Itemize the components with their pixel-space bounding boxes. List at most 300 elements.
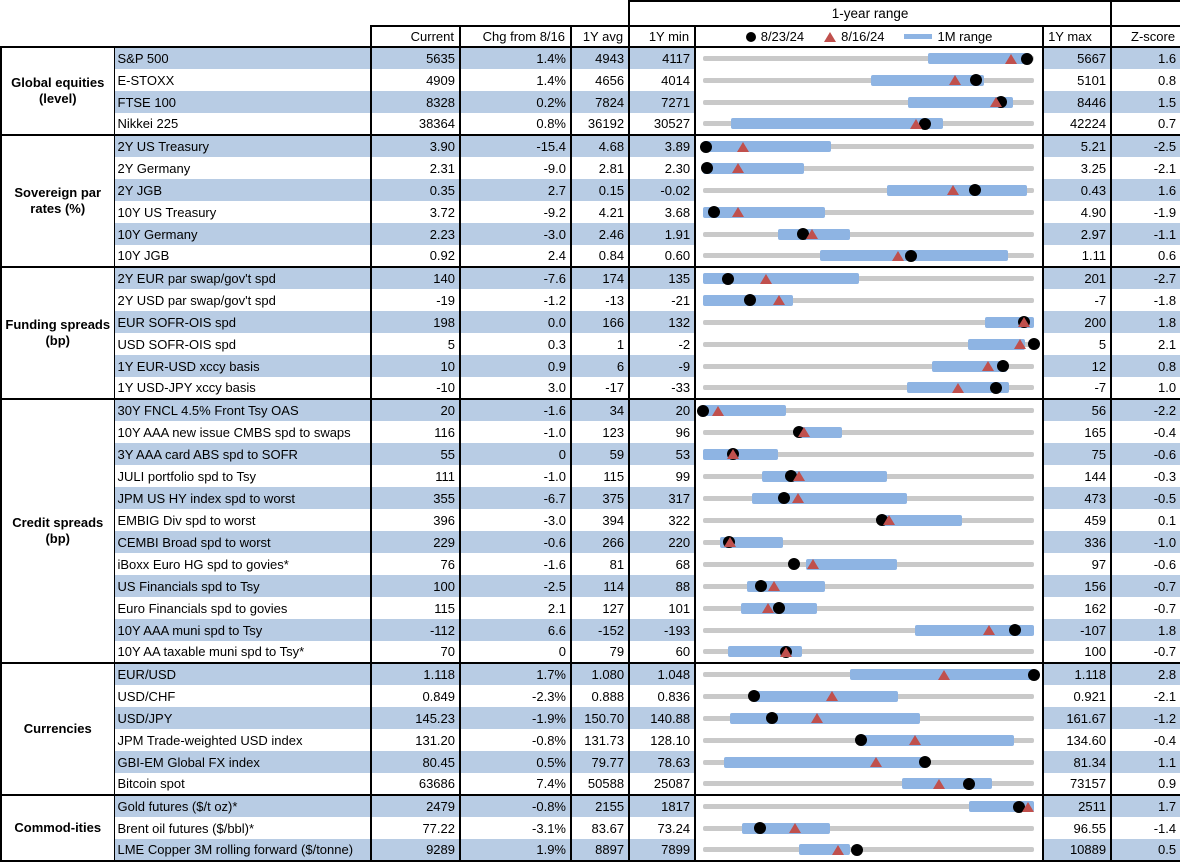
max-value: 459	[1043, 509, 1111, 531]
row-label: USD SOFR-OIS spd	[114, 333, 371, 355]
min-value: -9	[629, 355, 695, 377]
range-chart	[695, 751, 1043, 773]
prev-date-triangle-icon	[1018, 317, 1030, 327]
avg-value: -13	[571, 289, 629, 311]
range-chart	[695, 157, 1043, 179]
current-value: 116	[371, 421, 460, 443]
range-track	[703, 232, 1034, 237]
range-track	[703, 847, 1034, 852]
min-value: 0.836	[629, 685, 695, 707]
range-chart	[695, 663, 1043, 685]
max-value: 0.921	[1043, 685, 1111, 707]
range-chart	[695, 223, 1043, 245]
zscore-value: 0.9	[1111, 773, 1180, 795]
zscore-value: -1.0	[1111, 531, 1180, 553]
prev-date-triangle-icon	[949, 75, 961, 85]
zscore-value: 1.1	[1111, 751, 1180, 773]
chg-value: -9.2	[460, 201, 571, 223]
avg-value: 174	[571, 267, 629, 289]
range-chart	[695, 619, 1043, 641]
table-row	[1, 597, 1180, 619]
one-month-range-bar	[703, 141, 831, 152]
row-label: FTSE 100	[114, 91, 371, 113]
one-month-range-icon	[904, 34, 932, 39]
col-header-z: Z-score	[1111, 26, 1180, 47]
range-track	[703, 518, 1034, 523]
max-value: 1.118	[1043, 663, 1111, 685]
chg-value: -0.6	[460, 531, 571, 553]
range-chart	[695, 795, 1043, 817]
range-header-row	[1, 1, 1180, 26]
min-value: 1.91	[629, 223, 695, 245]
row-label: GBI-EM Global FX index	[114, 751, 371, 773]
avg-value: -17	[571, 377, 629, 399]
prev-date-triangle-icon	[806, 229, 818, 239]
prev-date-triangle-icon	[762, 603, 774, 613]
avg-value: 2.81	[571, 157, 629, 179]
range-chart	[695, 135, 1043, 157]
zscore-value: -1.4	[1111, 817, 1180, 839]
column-header-row	[1, 26, 1180, 47]
min-value: 322	[629, 509, 695, 531]
zscore-value: 1.6	[1111, 47, 1180, 69]
chg-value: 1.9%	[460, 839, 571, 861]
current-dot-icon	[1009, 624, 1021, 636]
row-label: US Financials spd to Tsy	[114, 575, 371, 597]
current-value: 100	[371, 575, 460, 597]
row-label: 2Y EUR par swap/gov't spd	[114, 267, 371, 289]
one-month-range-bar	[703, 207, 825, 218]
avg-value: 115	[571, 465, 629, 487]
legend	[695, 26, 1043, 47]
prev-date-triangle-icon	[947, 185, 959, 195]
range-chart	[695, 355, 1043, 377]
avg-value: 114	[571, 575, 629, 597]
current-dot-icon	[990, 382, 1002, 394]
max-value: 4.90	[1043, 201, 1111, 223]
col-header-max: 1Y max	[1043, 26, 1111, 47]
one-month-range-bar	[932, 361, 1008, 372]
range-chart	[695, 267, 1043, 289]
avg-value: 7824	[571, 91, 629, 113]
current-value: 0.92	[371, 245, 460, 267]
table-row	[1, 465, 1180, 487]
chg-value: 0.9	[460, 355, 571, 377]
zscore-header-spacer	[1111, 1, 1180, 26]
zscore-value: 1.5	[1111, 91, 1180, 113]
row-label: 2Y JGB	[114, 179, 371, 201]
chg-value: 2.1	[460, 597, 571, 619]
range-track	[703, 78, 1034, 83]
row-label: JPM US HY index spd to worst	[114, 487, 371, 509]
legend-row	[696, 29, 1042, 44]
row-label: USD/CHF	[114, 685, 371, 707]
current-value: 396	[371, 509, 460, 531]
max-value: 1.11	[1043, 245, 1111, 267]
zscore-value: -0.4	[1111, 421, 1180, 443]
chg-value: -2.5	[460, 575, 571, 597]
range-chart	[695, 377, 1043, 399]
table-row	[1, 201, 1180, 223]
max-value: 162	[1043, 597, 1111, 619]
prev-date-triangle-icon	[793, 471, 805, 481]
table-row	[1, 751, 1180, 773]
zscore-value: -2.1	[1111, 685, 1180, 707]
zscore-value: -2.5	[1111, 135, 1180, 157]
row-label: Euro Financials spd to govies	[114, 597, 371, 619]
zscore-value: -2.1	[1111, 157, 1180, 179]
current-value: 63686	[371, 773, 460, 795]
range-chart	[695, 113, 1043, 135]
chg-value: -1.6	[460, 399, 571, 421]
range-title: 1-year range	[629, 1, 1111, 26]
avg-value: 0.84	[571, 245, 629, 267]
range-chart	[695, 553, 1043, 575]
zscore-value: -0.6	[1111, 443, 1180, 465]
chg-value: 3.0	[460, 377, 571, 399]
avg-value: 79.77	[571, 751, 629, 773]
table-row	[1, 421, 1180, 443]
row-label: 10Y US Treasury	[114, 201, 371, 223]
prev-date-triangle-icon	[789, 823, 801, 833]
chg-value: -0.8%	[460, 729, 571, 751]
max-value: 96.55	[1043, 817, 1111, 839]
zscore-value: 0.6	[1111, 245, 1180, 267]
current-value: 145.23	[371, 707, 460, 729]
avg-value: 79	[571, 641, 629, 663]
current-dot-icon	[697, 405, 709, 417]
min-value: 2.30	[629, 157, 695, 179]
min-value: 78.63	[629, 751, 695, 773]
zscore-value: 0.8	[1111, 355, 1180, 377]
min-value: 132	[629, 311, 695, 333]
prev-date-triangle-icon	[883, 515, 895, 525]
current-dot-icon	[700, 141, 712, 153]
current-value: 20	[371, 399, 460, 421]
range-chart	[695, 245, 1043, 267]
table-row	[1, 289, 1180, 311]
range-chart	[695, 311, 1043, 333]
table-row	[1, 641, 1180, 663]
table-row	[1, 509, 1180, 531]
min-value: 140.88	[629, 707, 695, 729]
table-row	[1, 575, 1180, 597]
current-value: 2.23	[371, 223, 460, 245]
chg-value: -3.1%	[460, 817, 571, 839]
row-label: 2Y Germany	[114, 157, 371, 179]
current-value: -19	[371, 289, 460, 311]
avg-value: 36192	[571, 113, 629, 135]
chg-value: 0.2%	[460, 91, 571, 113]
current-dot-icon	[1021, 53, 1033, 65]
range-chart	[695, 641, 1043, 663]
max-value: 134.60	[1043, 729, 1111, 751]
current-value: 10	[371, 355, 460, 377]
chg-value: -15.4	[460, 135, 571, 157]
prev-date-triangle-icon	[737, 142, 749, 152]
avg-value: 4943	[571, 47, 629, 69]
chg-value: 1.4%	[460, 47, 571, 69]
table-row	[1, 707, 1180, 729]
zscore-value: 1.0	[1111, 377, 1180, 399]
avg-value: 127	[571, 597, 629, 619]
current-dot-icon	[778, 492, 790, 504]
row-label: Nikkei 225	[114, 113, 371, 135]
row-label: Brent oil futures ($/bbl)*	[114, 817, 371, 839]
row-label: S&P 500	[114, 47, 371, 69]
table-row	[1, 553, 1180, 575]
prev-date-triangle-icon	[760, 274, 772, 284]
range-chart	[695, 575, 1043, 597]
min-value: 7899	[629, 839, 695, 861]
range-chart	[695, 729, 1043, 751]
chg-value: 2.7	[460, 179, 571, 201]
avg-value: 8897	[571, 839, 629, 861]
max-value: 5.21	[1043, 135, 1111, 157]
current-dot-icon	[1028, 338, 1040, 350]
current-dot-icon	[788, 558, 800, 570]
prev-date-triangle-icon	[990, 97, 1002, 107]
range-chart	[695, 839, 1043, 861]
table-row	[1, 817, 1180, 839]
current-dot-icon	[963, 778, 975, 790]
chg-value: -7.6	[460, 267, 571, 289]
row-label: JPM Trade-weighted USD index	[114, 729, 371, 751]
current-value: 5635	[371, 47, 460, 69]
prev-date-triangle-icon	[892, 251, 904, 261]
chg-value: 1.7%	[460, 663, 571, 685]
avg-value: 81	[571, 553, 629, 575]
avg-value: 131.73	[571, 729, 629, 751]
col-header-avg: 1Y avg	[571, 26, 629, 47]
min-value: 96	[629, 421, 695, 443]
avg-value: 2.46	[571, 223, 629, 245]
table-row	[1, 69, 1180, 91]
section-label: Funding spreads (bp)	[1, 267, 114, 399]
table-row	[1, 113, 1180, 135]
section-label: Sovereign par rates (%)	[1, 135, 114, 267]
min-value: 30527	[629, 113, 695, 135]
row-label: EUR SOFR-OIS spd	[114, 311, 371, 333]
current-dot-icon	[855, 734, 867, 746]
chg-value: 6.6	[460, 619, 571, 641]
row-label: 2Y US Treasury	[114, 135, 371, 157]
avg-value: 123	[571, 421, 629, 443]
prev-date-triangle-icon	[773, 295, 785, 305]
max-value: 73157	[1043, 773, 1111, 795]
min-value: 20	[629, 399, 695, 421]
min-value: -2	[629, 333, 695, 355]
prev-date-triangle-icon	[712, 406, 724, 416]
current-dot-icon	[997, 360, 1009, 372]
current-value: 2479	[371, 795, 460, 817]
prev-date-triangle-icon	[811, 713, 823, 723]
prev-date-triangle-icon	[933, 779, 945, 789]
zscore-value: -0.7	[1111, 597, 1180, 619]
avg-value: 0.15	[571, 179, 629, 201]
min-value: -21	[629, 289, 695, 311]
prev-date-triangle-icon	[1014, 339, 1026, 349]
chg-value: -1.6	[460, 553, 571, 575]
row-label: JULI portfolio spd to Tsy	[114, 465, 371, 487]
max-value: 100	[1043, 641, 1111, 663]
one-month-range-bar	[871, 75, 984, 86]
min-value: 88	[629, 575, 695, 597]
zscore-value: -1.9	[1111, 201, 1180, 223]
avg-value: 0.888	[571, 685, 629, 707]
current-value: 76	[371, 553, 460, 575]
col-header-chg: Chg from 8/16	[460, 26, 571, 47]
zscore-value: 1.7	[1111, 795, 1180, 817]
zscore-value: 0.1	[1111, 509, 1180, 531]
zscore-value: 1.6	[1111, 179, 1180, 201]
table-row	[1, 377, 1180, 399]
max-value: -7	[1043, 377, 1111, 399]
chg-value: 0	[460, 443, 571, 465]
min-value: 3.89	[629, 135, 695, 157]
chg-value: 0.5%	[460, 751, 571, 773]
row-label: 1Y EUR-USD xccy basis	[114, 355, 371, 377]
min-value: 101	[629, 597, 695, 619]
prev-date-triangle-icon	[909, 735, 921, 745]
prev-date-triangle-icon	[792, 493, 804, 503]
row-label: E-STOXX	[114, 69, 371, 91]
max-value: 0.43	[1043, 179, 1111, 201]
row-label: 10Y AAA muni spd to Tsy	[114, 619, 371, 641]
min-value: 0.60	[629, 245, 695, 267]
current-value: 3.72	[371, 201, 460, 223]
legend-label: 1M range	[937, 29, 993, 44]
current-value: 55	[371, 443, 460, 465]
prev-date-triangle-icon	[824, 32, 836, 42]
range-chart	[695, 179, 1043, 201]
current-dot-icon	[708, 206, 720, 218]
table-row	[1, 91, 1180, 113]
row-label: Bitcoin spot	[114, 773, 371, 795]
prev-date-triangle-icon	[832, 845, 844, 855]
zscore-value: -2.2	[1111, 399, 1180, 421]
prev-date-triangle-icon	[982, 361, 994, 371]
range-track	[703, 430, 1034, 435]
current-value: 115	[371, 597, 460, 619]
table-row	[1, 157, 1180, 179]
prev-date-triangle-icon	[983, 625, 995, 635]
min-value: 317	[629, 487, 695, 509]
current-value: 131.20	[371, 729, 460, 751]
min-value: 1817	[629, 795, 695, 817]
avg-value: 34	[571, 399, 629, 421]
current-dot-icon	[905, 250, 917, 262]
min-value: 25087	[629, 773, 695, 795]
max-value: 56	[1043, 399, 1111, 421]
legend-item-current	[746, 29, 804, 44]
max-value: 144	[1043, 465, 1111, 487]
header-spacer	[1, 26, 371, 47]
range-chart	[695, 509, 1043, 531]
avg-value: 4.21	[571, 201, 629, 223]
max-value: 165	[1043, 421, 1111, 443]
current-value: 9289	[371, 839, 460, 861]
max-value: -107	[1043, 619, 1111, 641]
row-label: EUR/USD	[114, 663, 371, 685]
row-label: iBoxx Euro HG spd to govies*	[114, 553, 371, 575]
max-value: -7	[1043, 289, 1111, 311]
row-label: LME Copper 3M rolling forward ($/tonne)	[114, 839, 371, 861]
chg-value: -1.2	[460, 289, 571, 311]
avg-value: 4.68	[571, 135, 629, 157]
current-dot-icon	[748, 690, 760, 702]
current-dot-icon	[919, 756, 931, 768]
prev-date-triangle-icon	[826, 691, 838, 701]
range-chart	[695, 531, 1043, 553]
current-value: 80.45	[371, 751, 460, 773]
max-value: 201	[1043, 267, 1111, 289]
zscore-value: 1.8	[1111, 311, 1180, 333]
table-row	[1, 839, 1180, 861]
chg-value: 7.4%	[460, 773, 571, 795]
range-chart	[695, 399, 1043, 421]
row-label: USD/JPY	[114, 707, 371, 729]
chg-value: -3.0	[460, 509, 571, 531]
max-value: 3.25	[1043, 157, 1111, 179]
range-chart	[695, 47, 1043, 69]
min-value: 73.24	[629, 817, 695, 839]
table-row	[1, 355, 1180, 377]
range-chart	[695, 289, 1043, 311]
prev-date-triangle-icon	[952, 383, 964, 393]
avg-value: 4656	[571, 69, 629, 91]
table-row	[1, 619, 1180, 641]
legend-item-prev	[824, 29, 884, 44]
zscore-value: -0.4	[1111, 729, 1180, 751]
row-label: 10Y AAA new issue CMBS spd to swaps	[114, 421, 371, 443]
current-value: 8328	[371, 91, 460, 113]
range-chart	[695, 69, 1043, 91]
one-month-range-bar	[806, 559, 897, 570]
current-dot-icon	[746, 32, 756, 42]
row-label: EMBIG Div spd to worst	[114, 509, 371, 531]
table-row	[1, 795, 1180, 817]
min-value: 220	[629, 531, 695, 553]
chg-value: -9.0	[460, 157, 571, 179]
zscore-value: -0.7	[1111, 575, 1180, 597]
range-chart	[695, 421, 1043, 443]
max-value: 161.67	[1043, 707, 1111, 729]
header-spacer	[1, 1, 629, 26]
min-value: 4117	[629, 47, 695, 69]
zscore-value: -0.3	[1111, 465, 1180, 487]
table-row	[1, 245, 1180, 267]
max-value: 75	[1043, 443, 1111, 465]
table-row	[1, 685, 1180, 707]
range-chart	[695, 91, 1043, 113]
row-label: 2Y USD par swap/gov't spd	[114, 289, 371, 311]
chg-value: -6.7	[460, 487, 571, 509]
min-value: 7271	[629, 91, 695, 113]
table-row	[1, 531, 1180, 553]
avg-value: 59	[571, 443, 629, 465]
avg-value: 50588	[571, 773, 629, 795]
avg-value: 1	[571, 333, 629, 355]
current-value: 3.90	[371, 135, 460, 157]
current-value: -112	[371, 619, 460, 641]
max-value: 81.34	[1043, 751, 1111, 773]
current-value: 140	[371, 267, 460, 289]
min-value: 53	[629, 443, 695, 465]
current-value: 0.849	[371, 685, 460, 707]
one-month-range-bar	[861, 735, 1014, 746]
zscore-value: 0.8	[1111, 69, 1180, 91]
